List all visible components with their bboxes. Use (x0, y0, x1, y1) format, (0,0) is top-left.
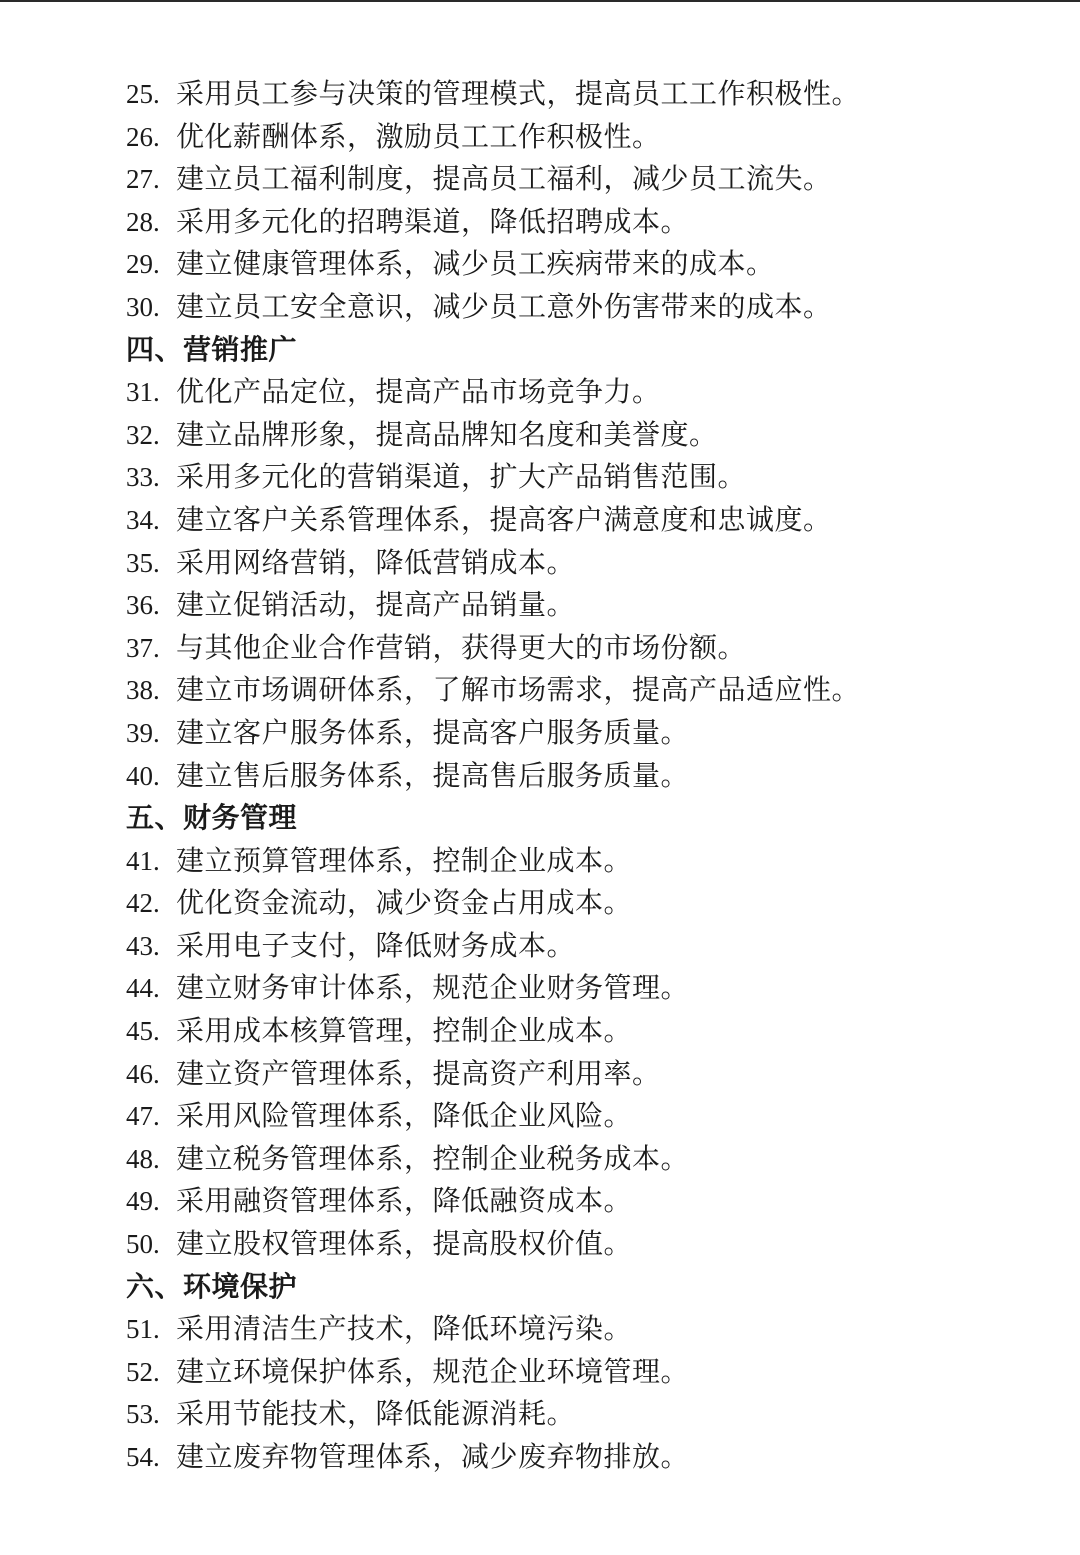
list-item (126, 1138, 1026, 1181)
item-number: 47. (126, 1101, 160, 1132)
item-text: 建立股权管理体系，提高股权价值。 (176, 1227, 633, 1261)
item-number: 39. (126, 717, 160, 748)
list-item (126, 1010, 1026, 1053)
item-text: 建立促销活动，提高产品销量。 (176, 588, 576, 622)
item-number: 33. (126, 462, 160, 493)
item-number: 41. (126, 845, 160, 876)
list-item (126, 1095, 1026, 1138)
item-text: 优化产品定位，提高产品市场竞争力。 (176, 375, 661, 409)
document-body (126, 73, 1026, 1479)
item-text: 建立资产管理体系，提高资产利用率。 (176, 1056, 661, 1090)
item-number: 29. (126, 249, 160, 280)
item-number: 28. (126, 206, 160, 237)
item-number: 49. (126, 1186, 160, 1217)
item-text: 采用清洁生产技术，降低环境污染。 (176, 1312, 633, 1346)
item-number: 52. (126, 1356, 160, 1387)
item-number: 38. (126, 675, 160, 706)
item-number: 30. (126, 291, 160, 322)
list-item (126, 286, 1026, 329)
item-text: 与其他企业合作营销，获得更大的市场份额。 (176, 630, 747, 664)
item-text: 建立税务管理体系，控制企业税务成本。 (176, 1141, 690, 1175)
item-number: 26. (126, 121, 160, 152)
item-number: 42. (126, 888, 160, 919)
item-text: 采用融资管理体系，降低融资成本。 (176, 1184, 633, 1218)
item-text: 优化薪酬体系，激励员工工作积极性。 (176, 119, 661, 153)
item-text: 采用多元化的营销渠道，扩大产品销售范围。 (176, 460, 747, 494)
item-number: 34. (126, 504, 160, 535)
item-number: 31. (126, 377, 160, 408)
item-text: 采用员工参与决策的管理模式，提高员工工作积极性。 (176, 77, 861, 110)
item-text: 建立环境保护体系，规范企业环境管理。 (176, 1354, 690, 1388)
list-item (126, 712, 1026, 755)
list-item (126, 414, 1026, 457)
item-number: 35. (126, 547, 160, 578)
item-text: 建立员工安全意识，减少员工意外伤害带来的成本。 (176, 289, 832, 323)
item-text: 建立废弃物管理体系，减少废弃物排放。 (176, 1440, 690, 1473)
list-item (126, 925, 1026, 968)
item-number: 36. (126, 590, 160, 621)
list-item (126, 158, 1026, 201)
item-text: 优化资金流动，减少资金占用成本。 (176, 886, 633, 920)
list-item (126, 1180, 1026, 1223)
item-number: 25. (126, 79, 160, 109)
item-number: 51. (126, 1314, 160, 1345)
section-heading-environment: 六、环境保护 (126, 1269, 298, 1303)
item-number: 32. (126, 419, 160, 450)
list-item (126, 967, 1026, 1010)
item-number: 44. (126, 973, 160, 1004)
list-item (126, 371, 1026, 414)
item-text: 建立客户关系管理体系，提高客户满意度和忠诚度。 (176, 502, 832, 536)
list-item (126, 116, 1026, 159)
item-number: 27. (126, 164, 160, 195)
item-number: 45. (126, 1016, 160, 1047)
list-item (126, 1393, 1026, 1436)
list-item (126, 584, 1026, 627)
item-text: 采用节能技术，降低能源消耗。 (176, 1397, 576, 1431)
section-heading-marketing: 四、营销推广 (126, 332, 298, 366)
item-number: 37. (126, 632, 160, 663)
list-item (126, 755, 1026, 798)
list-item (126, 1053, 1026, 1096)
item-text: 建立预算管理体系，控制企业成本。 (176, 843, 633, 877)
list-item (126, 1308, 1026, 1351)
item-number: 48. (126, 1143, 160, 1174)
item-number: 54. (126, 1442, 160, 1472)
item-text: 建立售后服务体系，提高售后服务质量。 (176, 758, 690, 792)
item-text: 建立财务审计体系，规范企业财务管理。 (176, 971, 690, 1005)
top-divider (0, 0, 1080, 2)
list-item (126, 669, 1026, 712)
list-item (126, 1351, 1026, 1394)
item-text: 建立市场调研体系，了解市场需求，提高产品适应性。 (176, 673, 861, 707)
item-number: 40. (126, 760, 160, 791)
item-text: 建立员工福利制度，提高员工福利，减少员工流失。 (176, 162, 832, 196)
section-heading-finance: 五、财务管理 (126, 801, 298, 835)
item-number: 43. (126, 930, 160, 961)
item-text: 采用风险管理体系，降低企业风险。 (176, 1099, 633, 1133)
list-item (126, 1436, 1026, 1479)
list-item (126, 542, 1026, 585)
list-item (126, 840, 1026, 883)
list-item (126, 456, 1026, 499)
item-text: 采用多元化的招聘渠道，降低招聘成本。 (176, 204, 690, 238)
list-item (126, 1223, 1026, 1266)
list-item (126, 499, 1026, 542)
list-item (126, 243, 1026, 286)
item-text: 采用成本核算管理，控制企业成本。 (176, 1014, 633, 1048)
item-number: 46. (126, 1058, 160, 1089)
list-item (126, 201, 1026, 244)
item-number: 50. (126, 1229, 160, 1260)
item-number: 53. (126, 1399, 160, 1430)
item-text: 建立健康管理体系，减少员工疾病带来的成本。 (176, 247, 775, 281)
item-text: 建立品牌形象，提高品牌知名度和美誉度。 (176, 417, 718, 451)
list-item (126, 627, 1026, 670)
item-text: 采用网络营销，降低营销成本。 (176, 545, 576, 579)
item-text: 建立客户服务体系，提高客户服务质量。 (176, 715, 690, 749)
list-item (126, 882, 1026, 925)
list-item (126, 73, 1026, 116)
item-text: 采用电子支付，降低财务成本。 (176, 928, 576, 962)
